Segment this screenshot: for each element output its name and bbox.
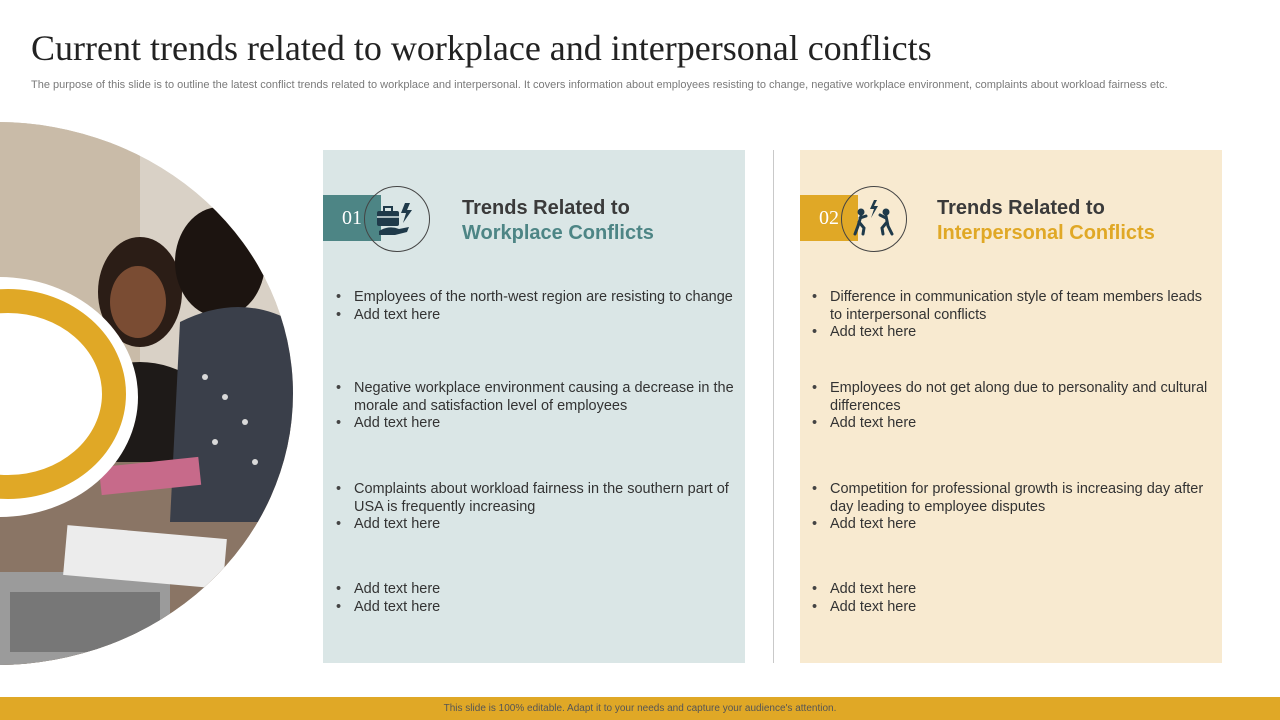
panel-heading-line1: Trends Related to [462,197,630,219]
panel-heading-line1: Trends Related to [937,197,1105,219]
workplace-conflicts-panel [323,150,745,663]
panel-divider [773,150,774,663]
bullet-item: • Add text here [336,599,736,617]
bullet-item: • Add text here [812,324,1212,342]
bullet-item: • Add text here [812,599,1212,617]
bullet-group [812,289,1212,342]
bullet-item: • Employees do not get along due to personality and cultural differences [812,380,1212,415]
panel-heading-line2: Interpersonal Conflicts [937,222,1155,244]
slide-subtitle: The purpose of this slide is to outline the latest conflict trends related to workplace and interpersonal. It covers information about employees resisting to change, negative workplace environment, complaints about workload fairness etc. [31,79,1168,91]
bullet-group [812,581,1212,616]
bullet-item: • Difference in communication style of team members leads to interpersonal conflicts [812,289,1212,324]
bullet-item: • Add text here [336,415,736,433]
bullet-item: • Employees of the north-west region are resisting to change [336,289,736,307]
bullet-item: • Add text here [336,581,736,599]
bullet-item: • Add text here [812,581,1212,599]
bullet-group [812,380,1212,433]
bullet-item: • Add text here [812,415,1212,433]
bullet-group [336,581,736,616]
bullet-group [336,380,736,433]
people-fighting-icon [841,186,907,252]
bullet-group [812,481,1212,534]
panel-number-badge: 01 [323,195,381,241]
footer-bar [0,697,1280,720]
briefcase-conflict-icon [364,186,430,252]
bullet-item: • Complaints about workload fairness in the southern part of USA is frequently increasing [336,481,736,516]
bullet-item: • Add text here [336,516,736,534]
bullet-item: • Competition for professional growth is increasing day after day leading to employee disputes [812,481,1212,516]
bullet-group [336,481,736,534]
interpersonal-conflicts-panel [800,150,1222,663]
bullet-item: • Add text here [336,307,736,325]
panel-heading-line2: Workplace Conflicts [462,222,654,244]
bullet-group [336,289,736,324]
panel-heading [462,196,654,246]
panel-heading [937,196,1155,246]
bullet-item: • Add text here [812,516,1212,534]
slide-title: Current trends related to workplace and interpersonal conflicts [31,28,932,68]
bullet-item: • Negative workplace environment causing a decrease in the morale and satisfaction level of employees [336,380,736,415]
footer-text: This slide is 100% editable. Adapt it to your needs and capture your audience's attention. [443,703,837,714]
panel-number-badge: 02 [800,195,858,241]
